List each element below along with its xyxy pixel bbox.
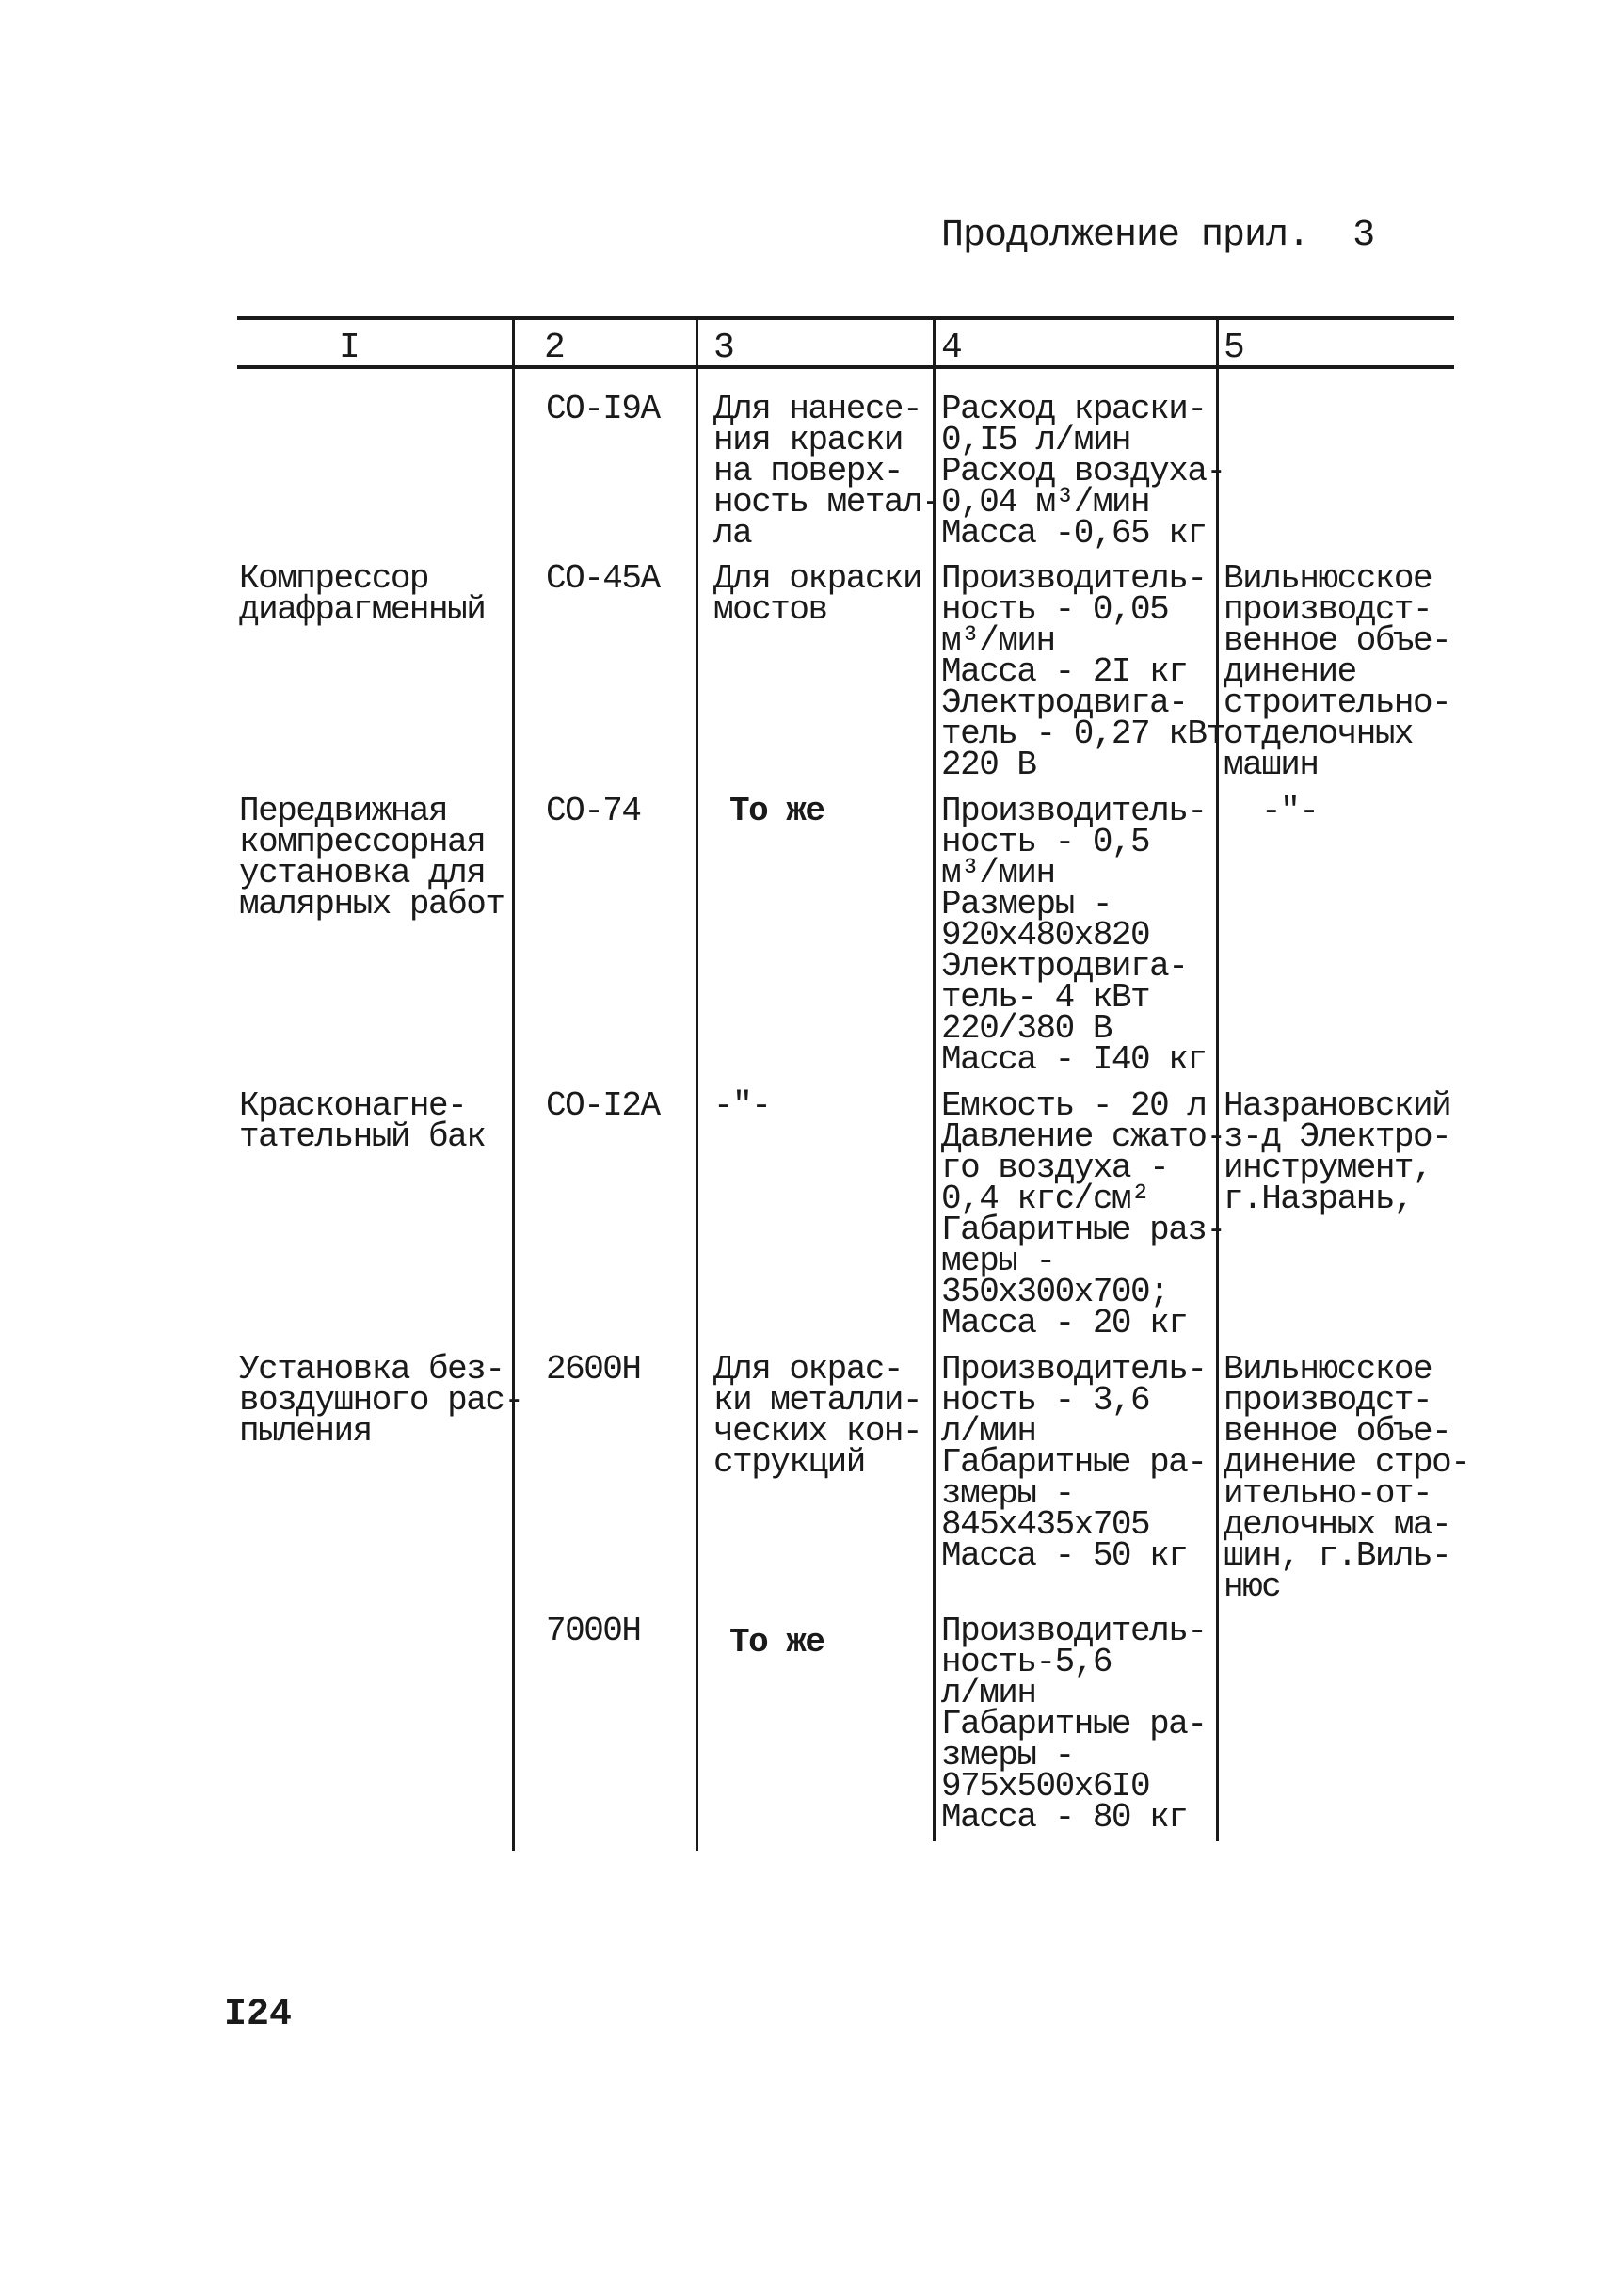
row-2-model: СО-45А bbox=[546, 559, 660, 598]
row-2-maker: Вильнюсское производст- венное объе- динение строительно- отделочных машин bbox=[1224, 559, 1451, 784]
column-header-3: 3 bbox=[713, 328, 735, 368]
row-5-specs: Производитель- ность - 3,6 л/мин Габаритные ра- змеры - 845х435х705 Масса - 50 кг bbox=[941, 1350, 1207, 1575]
row-4-name: Красконагне- тательный бак bbox=[239, 1086, 486, 1156]
row-5-purpose: Для окрас- ки металли- ческих кон- струкций bbox=[713, 1350, 922, 1482]
column-header-5: 5 bbox=[1224, 328, 1245, 368]
row-5-maker: Вильнюсское производст- венное объе- динение стро- ительно-от- делочных ма- шин, г.Виль- нюс bbox=[1224, 1350, 1470, 1606]
page-header: Продолжение прил. 3 bbox=[941, 215, 1375, 257]
row-4-purpose: -"- bbox=[713, 1086, 771, 1125]
row-3-name: Передвижная компрессорная установка для малярных работ bbox=[239, 792, 504, 923]
row-3-purpose: То же bbox=[729, 792, 824, 830]
row-5-name: Установка без- воздушного рас- пыления bbox=[239, 1350, 523, 1451]
row-4-maker: Назрановский з-д Электро- инструмент, г.Назрань, bbox=[1224, 1086, 1451, 1218]
column-divider-1 bbox=[512, 316, 515, 1851]
row-3-maker: -"- bbox=[1261, 792, 1319, 830]
row-1-model: СО-I9А bbox=[546, 390, 660, 428]
row-2-specs: Производитель- ность - 0,05 м³/мин Масса - 2I кг Электродвига- тель - 0,27 кВт 220 В bbox=[941, 559, 1225, 784]
row-6-specs: Производитель- ность-5,6 л/мин Габаритные ра- змеры - 975х500х6I0 Масса - 80 кг bbox=[941, 1612, 1207, 1837]
table-header-rule bbox=[237, 365, 1454, 369]
row-2-purpose: Для окраски мостов bbox=[713, 559, 922, 629]
column-divider-2 bbox=[696, 316, 698, 1851]
page-number: I24 bbox=[224, 1994, 293, 2036]
column-header-1: I bbox=[339, 328, 360, 368]
table-top-rule bbox=[237, 316, 1454, 320]
row-6-model: 7000Н bbox=[546, 1612, 641, 1650]
row-3-model: СО-74 bbox=[546, 792, 641, 830]
row-5-model: 2600Н bbox=[546, 1350, 641, 1389]
row-1-purpose: Для нанесе- ния краски на поверх- ность метал- ла bbox=[713, 390, 941, 553]
column-header-2: 2 bbox=[544, 328, 566, 368]
row-3-specs: Производитель- ность - 0,5 м³/мин Размеры - 920х480х820 Электродвига- тель- 4 кВт 220/380 В Масса - I40 кг bbox=[941, 792, 1207, 1079]
row-4-model: СО-I2А bbox=[546, 1086, 660, 1125]
row-6-purpose: То же bbox=[729, 1623, 824, 1662]
row-4-specs: Емкость - 20 л Давление сжато- го воздуха - 0,4 кгс/см² Габаритные раз- меры - 350х300х700; Масса - 20 кг bbox=[941, 1086, 1225, 1342]
row-2-name: Компрессор диафрагменный bbox=[239, 559, 486, 629]
column-header-4: 4 bbox=[941, 328, 963, 368]
row-1-specs: Расход краски- 0,I5 л/мин Расход воздуха- 0,04 м³/мин Масса -0,65 кг bbox=[941, 390, 1225, 553]
